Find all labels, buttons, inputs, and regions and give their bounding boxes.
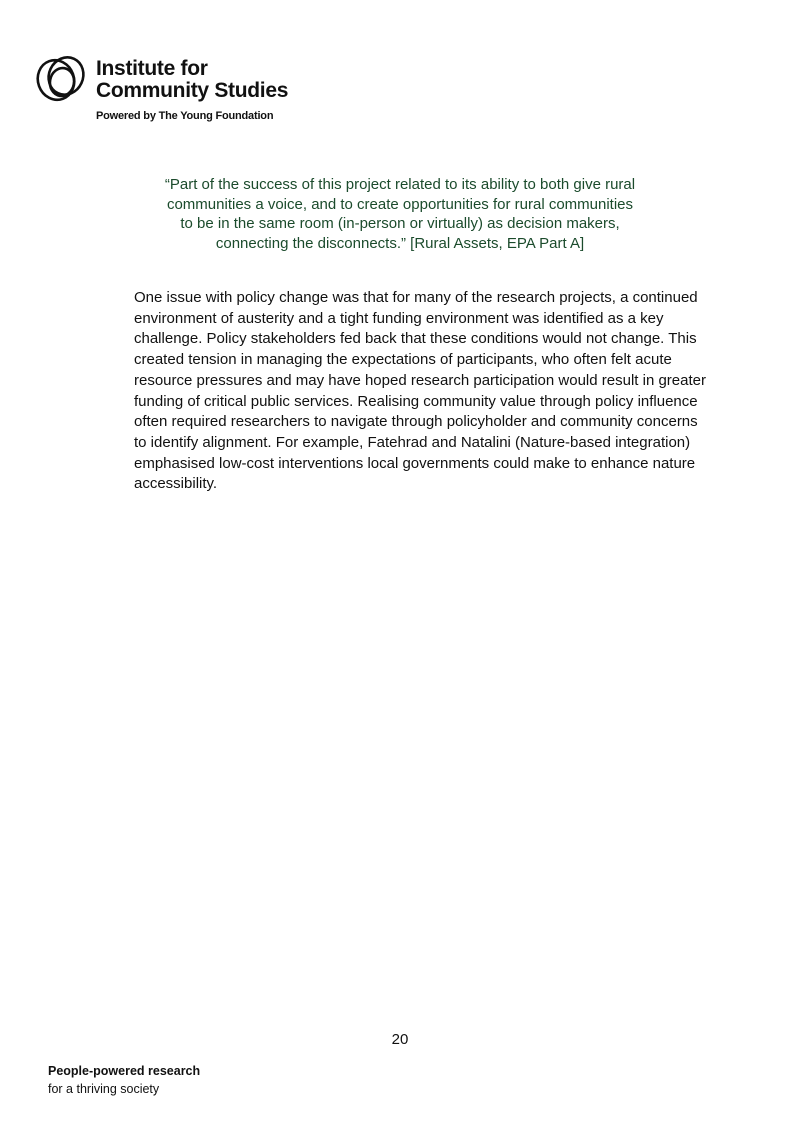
footer-slogan-line1: People-powered research bbox=[48, 1064, 201, 1078]
logo-title-line1: Institute for bbox=[96, 57, 208, 80]
pull-quote: “Part of the success of this project related to its ability to both give rural communities a voice, and to create opportunities for rural communities to be in the same room (in-person or virtually) as decision makers, connecting the disconnects.” [Rural Assets, EPA Part A] bbox=[164, 176, 636, 252]
logo-title-line2: Community Studies bbox=[96, 79, 289, 102]
header bbox=[34, 50, 334, 130]
footer bbox=[48, 1062, 200, 1098]
page-number: 20 bbox=[391, 1031, 409, 1048]
overlapping-circles-icon bbox=[34, 52, 90, 104]
logo-tagline: Powered by The Young Foundation bbox=[96, 110, 274, 122]
footer-slogan-line2: for a thriving society bbox=[48, 1082, 160, 1096]
body-paragraph: One issue with policy change was that for many of the research projects, a continued environment of austerity and a tight funding environment was identified as a key challenge. Policy stakeholders fed back that these conditions would not change. This created tension in managing the expectations of participants, who often felt acute resource pressures and may have hoped research participation would result in greater funding of critical public services. Realising community value through policy influence often required researchers to navigate through policyholder and community concerns to identify alignment. For example, Fatehrad and Natalini (Nature-based integration) emphasised low-cost interventions local governments could make to enhance nature accessibility. bbox=[134, 289, 706, 493]
